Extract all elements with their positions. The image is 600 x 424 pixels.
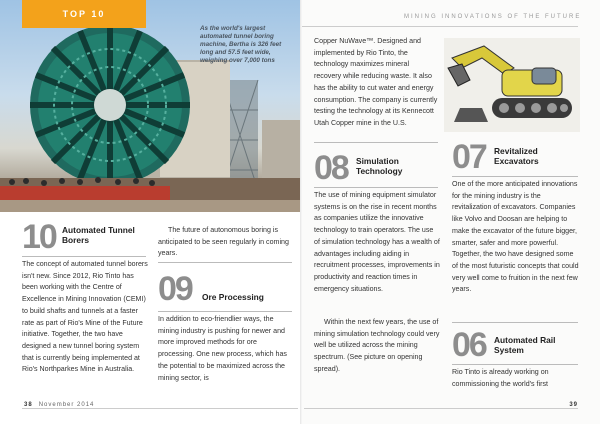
top-10-tab: TOP 10 bbox=[22, 0, 146, 28]
section-body-10: The concept of automated tunnel borers isn't new. Since 2012, Rio Tinto has been working with the Centre of Excellence in Mining Innovation (CEMI) to build shafts and tunnels at a faster rate as part of Rio's Mine of the Future initiative. Together, the two have designed a new tunnel boring system that is currently being implemented at Rio's Northparkes Mine in Australia. bbox=[22, 260, 148, 374]
section-rule-08-top bbox=[314, 142, 438, 143]
section-rule-06-top bbox=[452, 322, 578, 323]
section-rule-09 bbox=[158, 311, 292, 312]
excavator-concept-image bbox=[444, 38, 580, 132]
page-number-left: 38 bbox=[24, 402, 33, 408]
footer-rule-left bbox=[22, 408, 298, 409]
masthead: MINING INNOVATIONS OF THE FUTURE bbox=[404, 14, 582, 20]
section-body-09: In addition to eco-friendlier ways, the mining industry is pushing for newer and more improved methods for ore processing. One new process, which has the potential to be maximized across the mining sector, is bbox=[158, 315, 287, 382]
section-rule-10 bbox=[22, 256, 146, 257]
section-body-08-part2: Within the next few years, the use of mining simulation technology could very well be utilized across the mining spectrum. (See picture on opening spread). bbox=[314, 318, 440, 373]
section-body-08-part1: The use of mining equipment simulator systems is on the rise in recent months as companies utilize the innovative technology to train operators. The use of simulation technology has a wealth of advantages including aiding in recruitment processes, improvements in productivity and reaction times in emergency situations. bbox=[314, 191, 440, 293]
section-rule-07 bbox=[452, 176, 578, 177]
masthead-rule bbox=[302, 26, 578, 27]
section-heading-07: Revitalized Excavators bbox=[494, 146, 539, 166]
section-body-07: One of the more anticipated innovations for the mining industry is the revitalization of excavators. Companies like Volvo and Doosan are helping to make the excavator of the future bigger, smarter, safer and more powerful. Together, the two have designed some of the most futuristic concepts that could very well come to fruition in the next few years. bbox=[452, 180, 579, 294]
section-heading-06: Automated Rail System bbox=[494, 335, 556, 355]
section-number-07: 07 bbox=[452, 138, 486, 176]
section-number-06: 06 bbox=[452, 326, 486, 364]
section-number-08: 08 bbox=[314, 149, 348, 187]
footer-left bbox=[24, 402, 94, 408]
tunnel-boring-machine-photo bbox=[0, 0, 300, 212]
issue-date: November 2014 bbox=[38, 402, 95, 408]
section-09-continued: Copper NuWave™. Designed and implemented by Rio Tinto, the technology maximizes mineral recovery while reducing waste. It also has the ability to cut water and energy consumption. The company is currently testing the technology at its Kennecott Utah Copper mine in the U.S. bbox=[314, 37, 438, 127]
section-rule-08 bbox=[314, 187, 438, 188]
section-heading-08: Simulation Technology bbox=[356, 156, 403, 176]
section-rule-09-top bbox=[158, 262, 292, 263]
section-number-10: 10 bbox=[22, 218, 56, 256]
section-body-06: Rio Tinto is already working on commissioning the world's first bbox=[452, 368, 549, 388]
footer-rule-right bbox=[304, 408, 578, 409]
page-number-right: 39 bbox=[569, 402, 578, 408]
section-rule-06 bbox=[452, 364, 578, 365]
excavator-sketch bbox=[444, 38, 580, 132]
section-heading-10: Automated Tunnel Borers bbox=[62, 225, 135, 245]
section-number-09: 09 bbox=[158, 270, 192, 308]
photo-caption: As the world's largest automated tunnel boring machine, Bertha is 326 feet long and 57.5 feet wide, weighing over 7,000 tons bbox=[200, 25, 282, 64]
section-10-continued: The future of autonomous boring is anticipated to be seen regularly in coming years. bbox=[158, 226, 289, 258]
section-heading-09: Ore Processing bbox=[202, 292, 264, 302]
